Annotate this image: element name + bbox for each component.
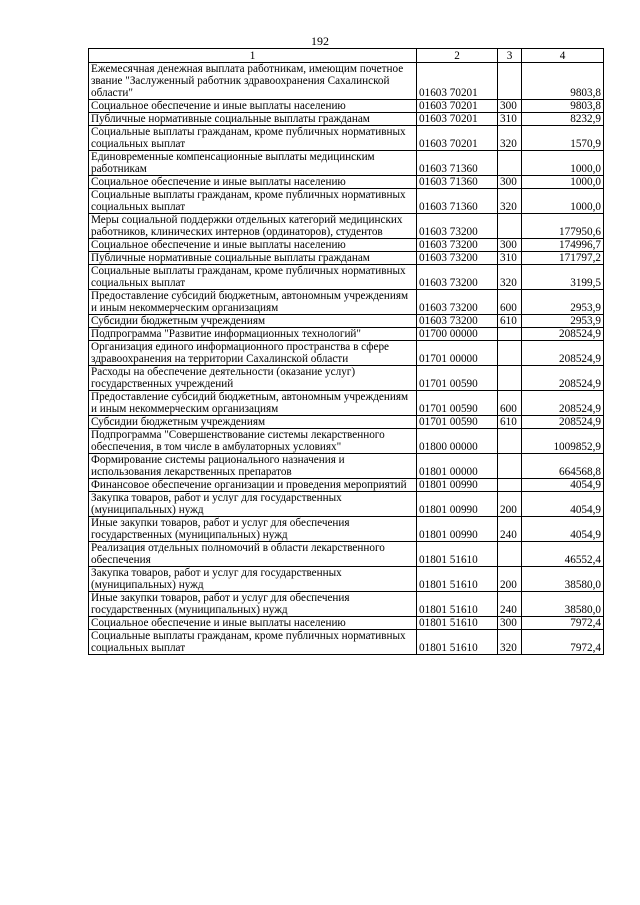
row-name: Субсидии бюджетным учреждениям (89, 315, 417, 328)
row-amount: 38580,0 (522, 592, 604, 617)
table-row (89, 479, 604, 492)
row-name: Единовременные компенсационные выплаты медицинским работникам (89, 151, 417, 176)
row-type (498, 341, 522, 366)
row-type: 240 (498, 592, 522, 617)
row-type: 240 (498, 517, 522, 542)
row-amount: 4054,9 (522, 479, 604, 492)
row-type (498, 63, 522, 100)
row-type: 320 (498, 189, 522, 214)
row-amount: 1000,0 (522, 151, 604, 176)
row-type (498, 479, 522, 492)
row-amount: 4054,9 (522, 492, 604, 517)
row-type: 320 (498, 630, 522, 655)
row-amount: 1000,0 (522, 176, 604, 189)
row-name: Закупка товаров, работ и услуг для государственных (муниципальных) нужд (89, 492, 417, 517)
row-type: 320 (498, 126, 522, 151)
row-code: 01603 73200 (417, 214, 498, 239)
row-type: 320 (498, 265, 522, 290)
table-row (89, 328, 604, 341)
row-name: Иные закупки товаров, работ и услуг для обеспечения государственных (муниципальных) нужд (89, 592, 417, 617)
row-name: Подпрограмма "Совершенствование системы лекарственного обеспечения, в том числе в амбулаторных условиях" (89, 429, 417, 454)
row-name: Расходы на обеспечение деятельности (оказание услуг) государственных учреждений (89, 366, 417, 391)
row-type (498, 454, 522, 479)
budget-table (88, 48, 604, 655)
row-code: 01603 70201 (417, 63, 498, 100)
row-code: 01603 70201 (417, 113, 498, 126)
row-name: Социальные выплаты гражданам, кроме публичных нормативных социальных выплат (89, 189, 417, 214)
table-row (89, 429, 604, 454)
page-number: 192 (311, 34, 329, 48)
table-row (89, 315, 604, 328)
row-type: 310 (498, 113, 522, 126)
row-amount: 4054,9 (522, 517, 604, 542)
row-code: 01603 73200 (417, 290, 498, 315)
table-row (89, 630, 604, 655)
row-amount: 9803,8 (522, 63, 604, 100)
row-type: 310 (498, 252, 522, 265)
table-row (89, 341, 604, 366)
row-code: 01603 70201 (417, 100, 498, 113)
row-type (498, 214, 522, 239)
row-amount: 177950,6 (522, 214, 604, 239)
row-type: 300 (498, 239, 522, 252)
row-name: Реализация отдельных полномочий в области лекарственного обеспечения (89, 542, 417, 567)
row-type: 600 (498, 391, 522, 416)
row-name: Субсидии бюджетным учреждениям (89, 416, 417, 429)
row-name: Публичные нормативные социальные выплаты гражданам (89, 252, 417, 265)
row-name: Иные закупки товаров, работ и услуг для обеспечения государственных (муниципальных) нужд (89, 517, 417, 542)
row-name: Предоставление субсидий бюджетным, автономным учреждениям и иным некоммерческим организациям (89, 290, 417, 315)
row-amount: 7972,4 (522, 617, 604, 630)
table-header-row (89, 49, 604, 63)
row-amount: 2953,9 (522, 315, 604, 328)
row-name: Социальные выплаты гражданам, кроме публичных нормативных социальных выплат (89, 265, 417, 290)
row-code: 01700 00000 (417, 328, 498, 341)
table-row (89, 617, 604, 630)
table-row (89, 517, 604, 542)
header-col-2: 2 (417, 49, 498, 63)
row-amount: 9803,8 (522, 100, 604, 113)
row-code: 01603 70201 (417, 126, 498, 151)
table-row (89, 454, 604, 479)
table-row (89, 416, 604, 429)
row-type (498, 542, 522, 567)
table-row (89, 592, 604, 617)
row-amount: 1570,9 (522, 126, 604, 151)
row-code: 01801 00990 (417, 492, 498, 517)
row-type: 610 (498, 416, 522, 429)
table-row (89, 151, 604, 176)
header-col-4: 4 (522, 49, 604, 63)
row-amount: 1009852,9 (522, 429, 604, 454)
table-row (89, 176, 604, 189)
table-row (89, 492, 604, 517)
row-type (498, 151, 522, 176)
row-code: 01603 73200 (417, 265, 498, 290)
row-code: 01801 51610 (417, 542, 498, 567)
row-code: 01801 00990 (417, 479, 498, 492)
row-name: Ежемесячная денежная выплата работникам, имеющим почетное звание "Заслуженный работник здравоохранения Сахалинской области" (89, 63, 417, 100)
row-code: 01801 51610 (417, 592, 498, 617)
row-name: Социальные выплаты гражданам, кроме публичных нормативных социальных выплат (89, 126, 417, 151)
row-code: 01801 51610 (417, 630, 498, 655)
row-name: Организация единого информационного пространства в сфере здравоохранения на территории Сахалинской области (89, 341, 417, 366)
row-code: 01701 00000 (417, 341, 498, 366)
table-row (89, 126, 604, 151)
row-amount: 171797,2 (522, 252, 604, 265)
row-amount: 208524,9 (522, 328, 604, 341)
row-type (498, 366, 522, 391)
row-amount: 8232,9 (522, 113, 604, 126)
row-code: 01701 00590 (417, 391, 498, 416)
row-name: Предоставление субсидий бюджетным, автономным учреждениям и иным некоммерческим организациям (89, 391, 417, 416)
row-name: Публичные нормативные социальные выплаты гражданам (89, 113, 417, 126)
row-code: 01701 00590 (417, 416, 498, 429)
header-col-1: 1 (89, 49, 417, 63)
table-row (89, 113, 604, 126)
row-amount: 2953,9 (522, 290, 604, 315)
row-code: 01801 51610 (417, 567, 498, 592)
row-name: Формирование системы рационального назначения и использования лекарственных препаратов (89, 454, 417, 479)
row-type: 300 (498, 176, 522, 189)
table-row (89, 239, 604, 252)
table-row (89, 391, 604, 416)
table-row (89, 542, 604, 567)
table-row (89, 366, 604, 391)
row-name: Меры социальной поддержки отдельных категорий медицинских работников, клинических интернов (ординаторов), студентов (89, 214, 417, 239)
row-name: Финансовое обеспечение организации и проведения мероприятий (89, 479, 417, 492)
row-amount: 208524,9 (522, 416, 604, 429)
row-code: 01701 00590 (417, 366, 498, 391)
row-amount: 1000,0 (522, 189, 604, 214)
row-amount: 7972,4 (522, 630, 604, 655)
row-amount: 3199,5 (522, 265, 604, 290)
row-name: Социальное обеспечение и иные выплаты населению (89, 617, 417, 630)
row-code: 01801 00000 (417, 454, 498, 479)
row-name: Социальные выплаты гражданам, кроме публичных нормативных социальных выплат (89, 630, 417, 655)
row-amount: 208524,9 (522, 366, 604, 391)
table-row (89, 100, 604, 113)
table-row (89, 265, 604, 290)
row-name: Социальное обеспечение и иные выплаты населению (89, 239, 417, 252)
row-name: Закупка товаров, работ и услуг для государственных (муниципальных) нужд (89, 567, 417, 592)
row-type: 610 (498, 315, 522, 328)
row-code: 01801 00990 (417, 517, 498, 542)
row-amount: 208524,9 (522, 341, 604, 366)
row-name: Социальное обеспечение и иные выплаты населению (89, 176, 417, 189)
row-code: 01603 71360 (417, 176, 498, 189)
row-type: 200 (498, 567, 522, 592)
row-name: Социальное обеспечение и иные выплаты населению (89, 100, 417, 113)
row-type: 300 (498, 100, 522, 113)
table-row (89, 290, 604, 315)
row-amount: 664568,8 (522, 454, 604, 479)
row-name: Подпрограмма "Развитие информационных технологий" (89, 328, 417, 341)
row-code: 01603 71360 (417, 151, 498, 176)
row-type (498, 328, 522, 341)
header-col-3: 3 (498, 49, 522, 63)
table-row (89, 567, 604, 592)
row-code: 01800 00000 (417, 429, 498, 454)
row-code: 01603 73200 (417, 315, 498, 328)
row-code: 01603 73200 (417, 252, 498, 265)
row-type (498, 429, 522, 454)
table-row (89, 214, 604, 239)
table-body (89, 63, 604, 655)
row-code: 01603 73200 (417, 239, 498, 252)
row-amount: 174996,7 (522, 239, 604, 252)
table-row (89, 252, 604, 265)
row-type: 300 (498, 617, 522, 630)
row-type: 200 (498, 492, 522, 517)
row-code: 01603 71360 (417, 189, 498, 214)
row-code: 01801 51610 (417, 617, 498, 630)
table-row (89, 189, 604, 214)
row-amount: 38580,0 (522, 567, 604, 592)
row-type: 600 (498, 290, 522, 315)
table-row (89, 63, 604, 100)
row-amount: 208524,9 (522, 391, 604, 416)
row-amount: 46552,4 (522, 542, 604, 567)
